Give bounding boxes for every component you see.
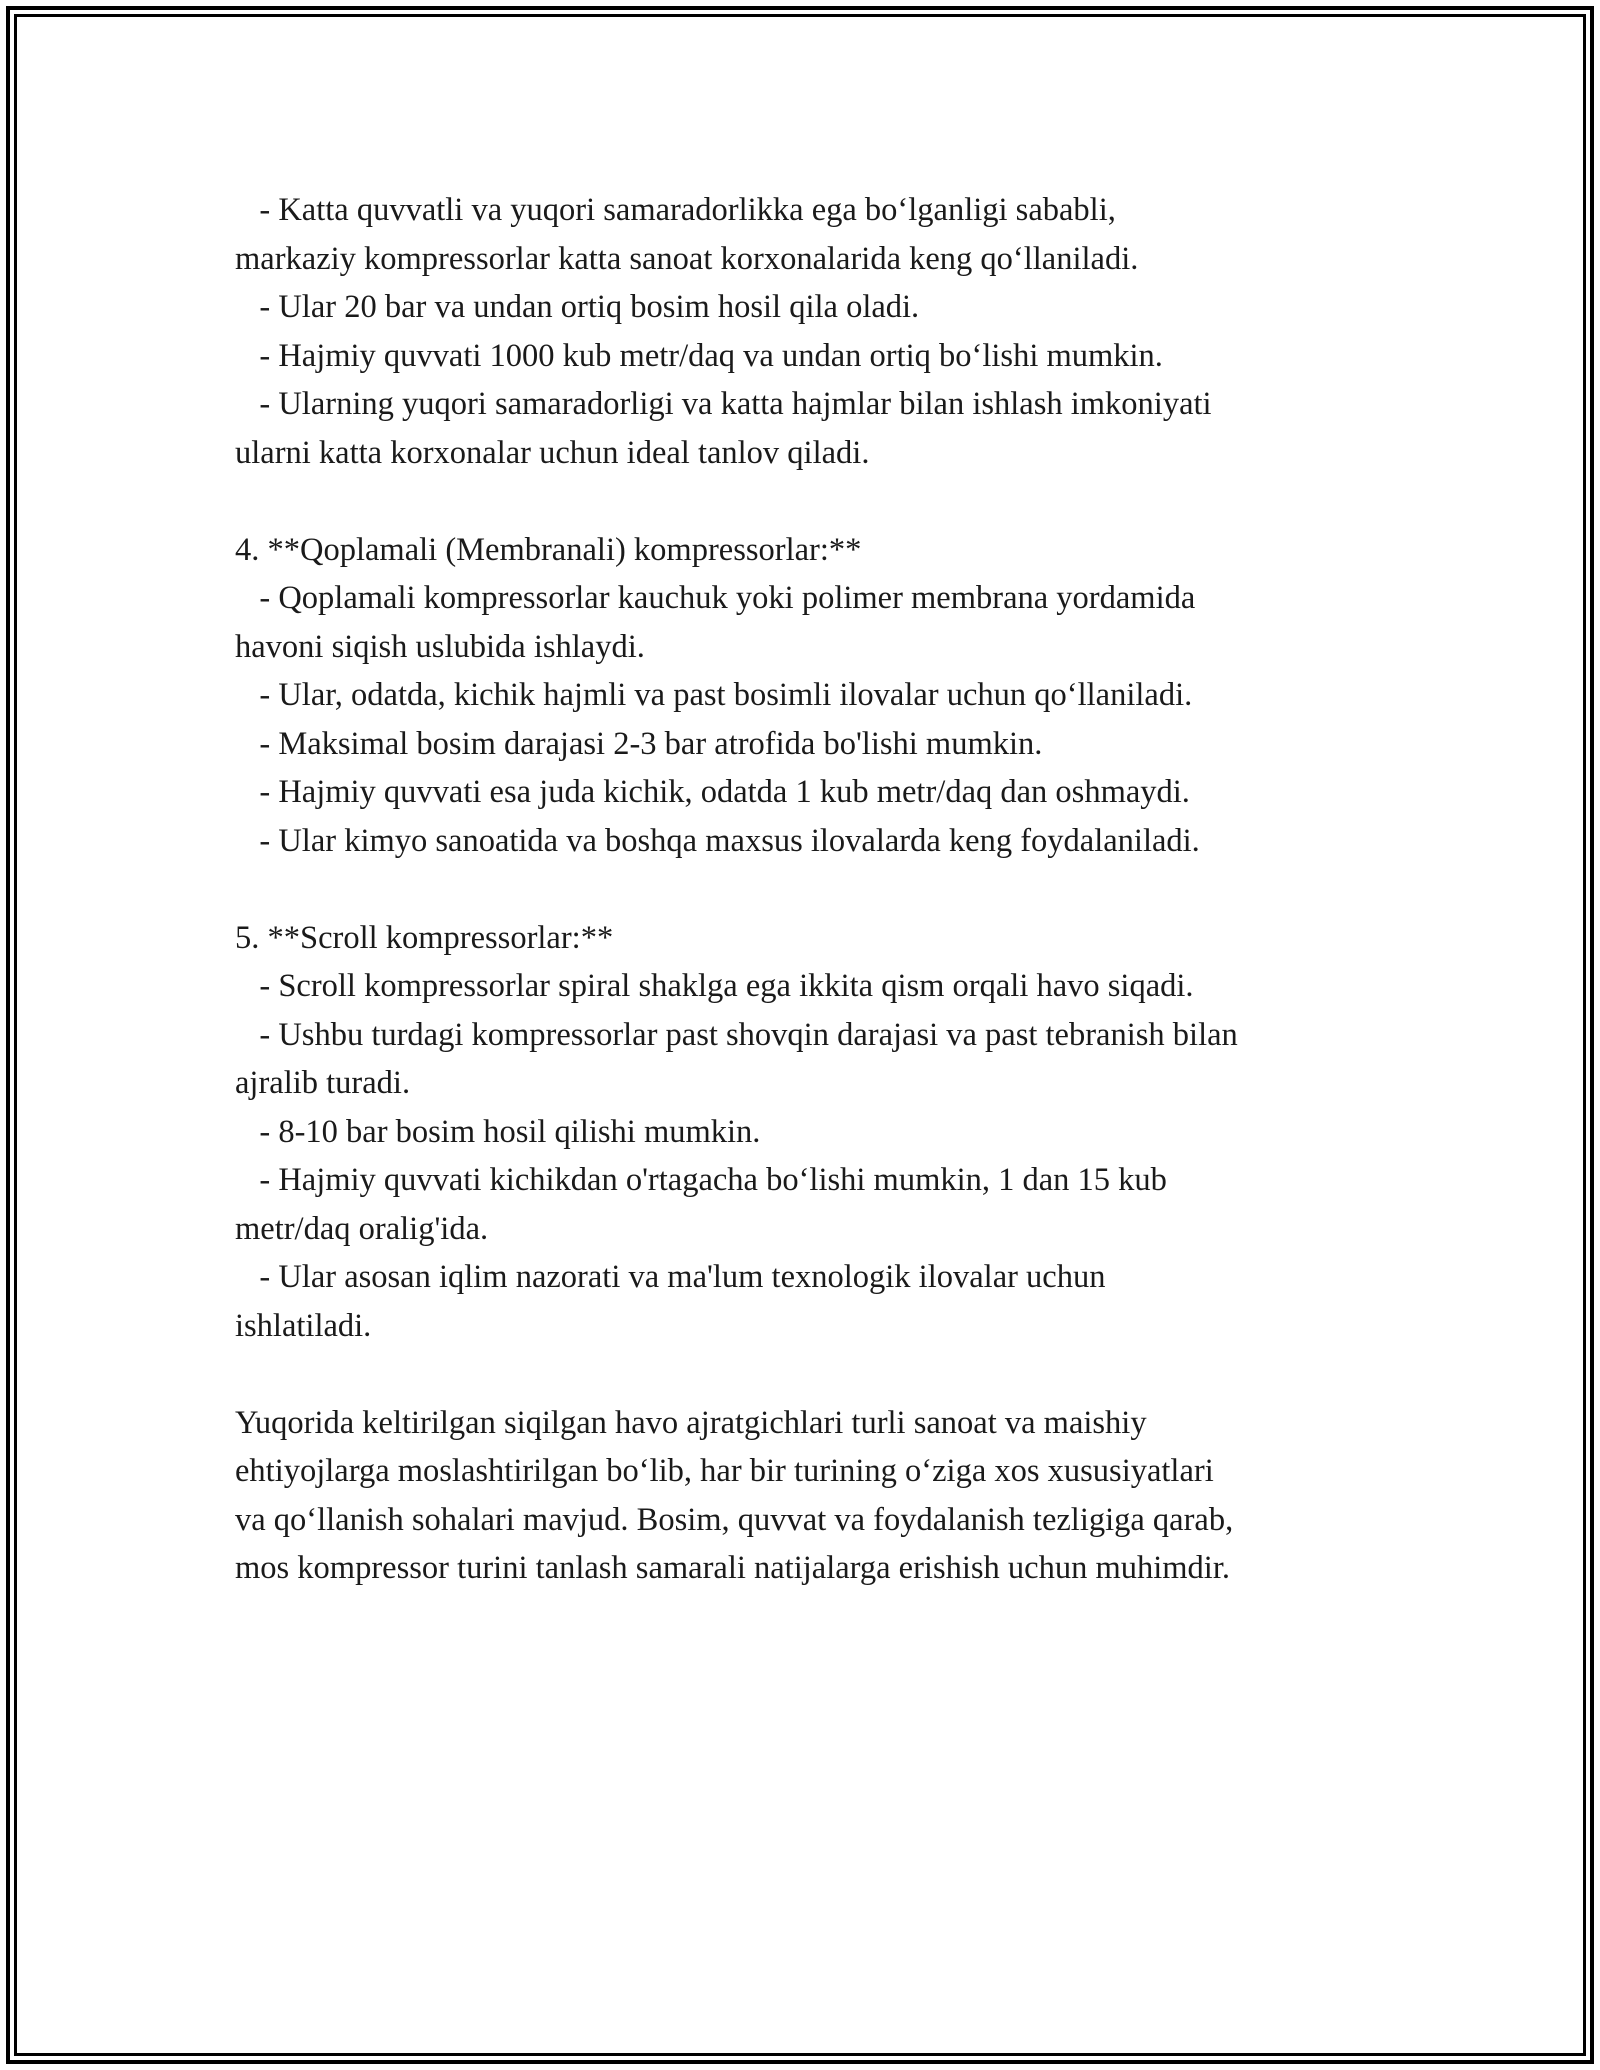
text-line: - Hajmiy quvvati 1000 kub metr/daq va undan ortiq bo‘lishi mumkin. — [235, 337, 1163, 374]
text-line: ularni katta korxonalar uchun ideal tanlov qiladi. — [235, 434, 870, 471]
text-line: - Hajmiy quvvati esa juda kichik, odatda 1 kub metr/daq dan oshmaydi. — [235, 774, 1190, 810]
conclusion-line: Yuqorida keltirilgan siqilgan havo ajratgichlari turli sanoat va maishiy — [235, 1404, 1147, 1441]
conclusion-line: va qo‘llanish sohalari mavjud. Bosim, quvvat va foydalanish tezligiga qarab, — [235, 1501, 1234, 1538]
text-line: - Hajmiy quvvati kichikdan o'rtagacha bo‘lishi mumkin, 1 dan 15 kub — [235, 1162, 1167, 1198]
text-line: - Qoplamali kompressorlar kauchuk yoki polimer membrana yordamida — [235, 580, 1196, 616]
text-line: - Ular, odatda, kichik hajmli va past bosimli ilovalar uchun qo‘llaniladi. — [235, 677, 1193, 713]
blank-line — [235, 477, 1395, 526]
conclusion-line: mos kompressor turini tanlash samarali natijalarga erishish uchun muhimdir. — [235, 1550, 1230, 1586]
text-line: metr/daq oralig'ida. — [235, 1210, 489, 1247]
text-line: havoni siqish uslubida ishlaydi. — [235, 628, 645, 665]
document-body — [235, 186, 1395, 1593]
text-line: - Ularning yuqori samaradorligi va katta hajmlar bilan ishlash imkoniyati — [235, 386, 1212, 422]
blank-line — [235, 865, 1395, 914]
conclusion-line: ehtiyojlarga moslashtirilgan bo‘lib, har bir turining o‘ziga xos xususiyatlari — [235, 1453, 1214, 1489]
text-line: markaziy kompressorlar katta sanoat korxonalarida keng qo‘llaniladi. — [235, 240, 1139, 277]
text-line: - Ushbu turdagi kompressorlar past shovqin darajasi va past tebranish bilan — [235, 1016, 1238, 1053]
text-line: - Ular 20 bar va undan ortiq bosim hosil qila oladi. — [235, 289, 920, 325]
text-line: - Ular kimyo sanoatida va boshqa maxsus ilovalarda keng foydalaniladi. — [235, 822, 1200, 859]
text-line: ishlatiladi. — [235, 1307, 372, 1344]
text-line: - Katta quvvatli va yuqori samaradorlikka ega bo‘lganligi sababli, — [235, 192, 1116, 228]
section-heading: 5. **Scroll kompressorlar:** — [235, 919, 614, 956]
text-line: - 8-10 bar bosim hosil qilishi mumkin. — [235, 1113, 761, 1150]
text-line: - Maksimal bosim darajasi 2-3 bar atrofida bo'lishi mumkin. — [235, 725, 1043, 762]
section-heading: 4. **Qoplamali (Membranali) kompressorlar:** — [235, 531, 862, 568]
text-line: ajralib turadi. — [235, 1065, 411, 1101]
blank-line — [235, 1350, 1395, 1399]
text-line: - Ular asosan iqlim nazorati va ma'lum texnologik ilovalar uchun — [235, 1259, 1106, 1295]
text-line: - Scroll kompressorlar spiral shaklga ega ikkita qism orqali havo siqadi. — [235, 968, 1194, 1004]
